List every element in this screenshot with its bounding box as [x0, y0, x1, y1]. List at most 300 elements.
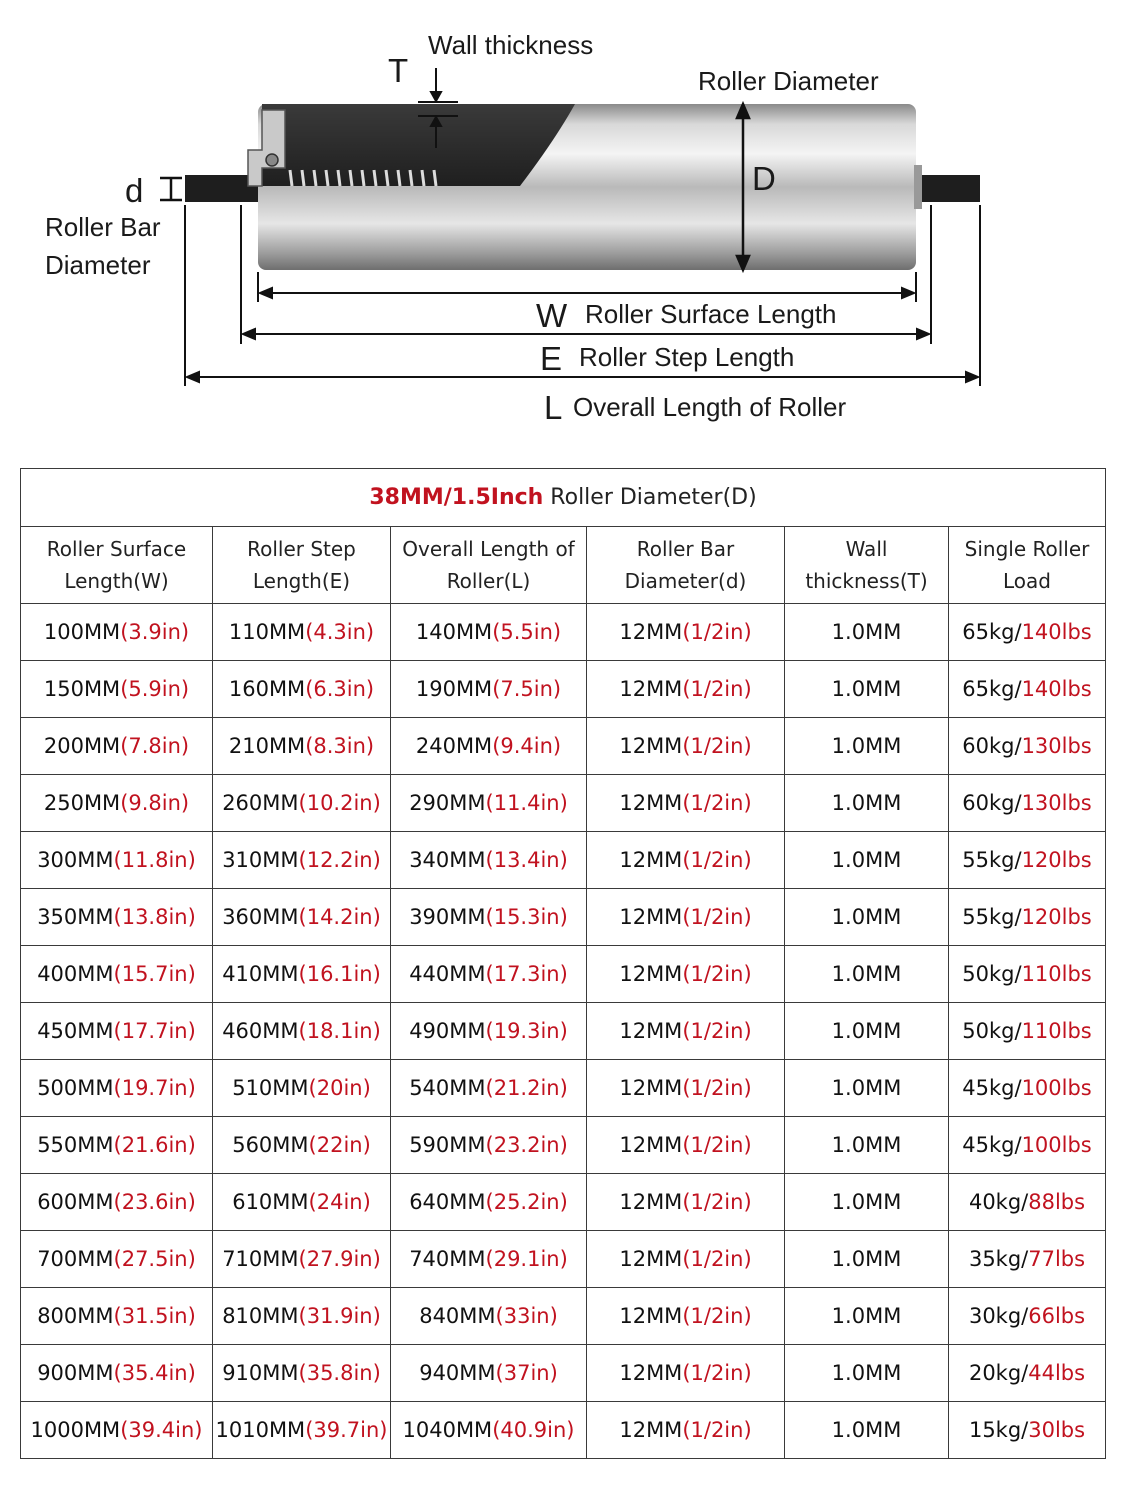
cell-imperial-value: (7.8in): [120, 734, 190, 758]
table-row: [21, 661, 1106, 718]
table-cell: [213, 604, 391, 661]
l-label: Overall Length of Roller: [573, 392, 847, 422]
cell-metric-value: 12MM: [619, 848, 683, 872]
cell-imperial-value: (8.3in): [305, 734, 375, 758]
cell-metric-value: 15kg/: [968, 1418, 1029, 1442]
cell-metric-value: 110MM: [228, 620, 306, 644]
cell-imperial-value: 44lbs: [1028, 1361, 1086, 1385]
cell-imperial-value: (1/2in): [682, 1247, 752, 1271]
cell-metric-value: 700MM: [37, 1247, 114, 1271]
table-cell: [391, 1288, 587, 1345]
table-row: [21, 889, 1106, 946]
cell-metric-value: 460MM: [222, 1019, 299, 1043]
table-cell: [785, 1288, 949, 1345]
cell-metric-value: 300MM: [37, 848, 114, 872]
cell-imperial-value: (3.9in): [120, 620, 190, 644]
table-cell: [21, 718, 213, 775]
cell-imperial-value: 120lbs: [1021, 848, 1092, 872]
cell-metric-value: 840MM: [419, 1304, 496, 1328]
cell-metric-value: 740MM: [409, 1247, 486, 1271]
column-header-line: Diameter(d): [624, 569, 747, 593]
column-header-line: Roller Step: [247, 537, 356, 561]
cell-imperial-value: (5.9in): [120, 677, 190, 701]
cell-imperial-value: (17.3in): [485, 962, 568, 986]
cell-metric-value: 240MM: [415, 734, 493, 758]
cell-metric-value: 1.0MM: [831, 734, 902, 758]
cell-metric-value: 65kg/: [962, 620, 1022, 644]
cell-imperial-value: (35.8in): [298, 1361, 381, 1385]
cell-imperial-value: (31.9in): [298, 1304, 381, 1328]
table-cell: [391, 1402, 587, 1459]
cell-metric-value: 590MM: [409, 1133, 486, 1157]
table-cell: [21, 1288, 213, 1345]
column-header: [213, 527, 391, 604]
cell-metric-value: 12MM: [619, 620, 683, 644]
cell-metric-value: 100MM: [43, 620, 121, 644]
table-row: [21, 1345, 1106, 1402]
cell-imperial-value: (10.2in): [298, 791, 381, 815]
cell-imperial-value: (1/2in): [682, 905, 752, 929]
table-cell: [587, 604, 785, 661]
roller-bar-label-line2: Diameter: [45, 250, 151, 280]
cell-imperial-value: (12.2in): [298, 848, 381, 872]
cell-imperial-value: 88lbs: [1028, 1190, 1086, 1214]
table-cell: [21, 1402, 213, 1459]
table-cell: [949, 1060, 1106, 1117]
table-cell: [785, 1060, 949, 1117]
table-cell: [391, 1003, 587, 1060]
table-cell: [785, 1117, 949, 1174]
table-cell: [587, 832, 785, 889]
cell-imperial-value: 140lbs: [1021, 620, 1092, 644]
table-cell: [391, 1117, 587, 1174]
table-cell: [587, 1117, 785, 1174]
table-row: [21, 1402, 1106, 1459]
wall-thickness-label: Wall thickness: [428, 30, 594, 60]
table-cell: [587, 1231, 785, 1288]
table-cell: [785, 718, 949, 775]
table-cell: [949, 889, 1106, 946]
table-cell: [21, 1345, 213, 1402]
cell-metric-value: 940MM: [419, 1361, 496, 1385]
table-cell: [785, 1174, 949, 1231]
cell-metric-value: 65kg/: [962, 677, 1022, 701]
cell-imperial-value: (27.5in): [113, 1247, 196, 1271]
spec-table: [20, 468, 1106, 1459]
column-header-line: Roller(L): [446, 569, 531, 593]
w-dimension: [258, 272, 916, 302]
small-d-letter: d: [125, 172, 144, 209]
cell-imperial-value: (9.4in): [492, 734, 562, 758]
cell-imperial-value: (35.4in): [113, 1361, 196, 1385]
cell-imperial-value: 77lbs: [1028, 1247, 1086, 1271]
table-title-diameter: 38MM/1.5Inch: [369, 485, 544, 510]
table-cell: [949, 832, 1106, 889]
table-cell: [587, 889, 785, 946]
cell-imperial-value: 110lbs: [1021, 1019, 1092, 1043]
cell-metric-value: 12MM: [619, 1304, 683, 1328]
cell-metric-value: 1.0MM: [831, 1019, 902, 1043]
cell-imperial-value: 30lbs: [1028, 1418, 1086, 1442]
cell-metric-value: 350MM: [37, 905, 114, 929]
table-cell: [213, 1231, 391, 1288]
cell-metric-value: 310MM: [222, 848, 299, 872]
table-cell: [949, 775, 1106, 832]
cell-imperial-value: (19.7in): [113, 1076, 196, 1100]
table-cell: [213, 718, 391, 775]
cell-imperial-value: (1/2in): [682, 1133, 752, 1157]
cell-metric-value: 1.0MM: [831, 791, 902, 815]
table-cell: [391, 832, 587, 889]
table-cell: [21, 661, 213, 718]
cell-metric-value: 160MM: [228, 677, 306, 701]
cell-metric-value: 560MM: [232, 1133, 309, 1157]
cell-metric-value: 12MM: [619, 1418, 683, 1442]
table-cell: [391, 661, 587, 718]
cell-imperial-value: (1/2in): [682, 620, 752, 644]
cell-imperial-value: (18.1in): [298, 1019, 381, 1043]
cell-metric-value: 1.0MM: [831, 905, 902, 929]
w-label: Roller Surface Length: [585, 299, 837, 329]
cell-imperial-value: (5.5in): [492, 620, 562, 644]
table-cell: [213, 832, 391, 889]
cell-imperial-value: (1/2in): [682, 791, 752, 815]
cell-metric-value: 12MM: [619, 1361, 683, 1385]
cell-metric-value: 1.0MM: [831, 677, 902, 701]
cell-metric-value: 1040MM: [402, 1418, 493, 1442]
table-cell: [949, 661, 1106, 718]
table-cell: [391, 718, 587, 775]
cell-imperial-value: 66lbs: [1028, 1304, 1086, 1328]
table-title-rest: Roller Diameter(D): [543, 485, 757, 510]
cell-metric-value: 490MM: [409, 1019, 486, 1043]
table-cell: [213, 1288, 391, 1345]
table-cell: [785, 1231, 949, 1288]
cell-imperial-value: (20in): [308, 1076, 371, 1100]
cell-metric-value: 290MM: [409, 791, 486, 815]
cell-metric-value: 260MM: [222, 791, 299, 815]
table-cell: [587, 1345, 785, 1402]
cell-metric-value: 510MM: [232, 1076, 309, 1100]
cell-metric-value: 910MM: [222, 1361, 299, 1385]
cell-imperial-value: 120lbs: [1021, 905, 1092, 929]
cell-metric-value: 550MM: [37, 1133, 114, 1157]
cell-metric-value: 710MM: [222, 1247, 299, 1271]
table-cell: [587, 1060, 785, 1117]
table-row: [21, 946, 1106, 1003]
cell-metric-value: 600MM: [37, 1190, 114, 1214]
table-cell: [391, 1174, 587, 1231]
table-cell: [785, 775, 949, 832]
table-cell: [785, 1402, 949, 1459]
table-row: [21, 1003, 1106, 1060]
cell-imperial-value: (21.2in): [485, 1076, 568, 1100]
cell-metric-value: 40kg/: [968, 1190, 1029, 1214]
table-row: [21, 1288, 1106, 1345]
cell-imperial-value: (14.2in): [298, 905, 381, 929]
cell-imperial-value: 140lbs: [1021, 677, 1092, 701]
cell-metric-value: 390MM: [409, 905, 486, 929]
table-cell: [949, 1174, 1106, 1231]
cell-metric-value: 400MM: [37, 962, 114, 986]
cell-metric-value: 610MM: [232, 1190, 309, 1214]
table-cell: [587, 661, 785, 718]
table-cell: [391, 1345, 587, 1402]
table-title: [21, 469, 1106, 527]
table-cell: [391, 775, 587, 832]
table-cell: [949, 1003, 1106, 1060]
cell-imperial-value: (25.2in): [485, 1190, 568, 1214]
table-cell: [949, 1231, 1106, 1288]
table-cell: [21, 775, 213, 832]
table-header-row: [21, 527, 1106, 604]
table-cell: [949, 1288, 1106, 1345]
cell-metric-value: 12MM: [619, 734, 683, 758]
cell-imperial-value: (1/2in): [682, 734, 752, 758]
cell-imperial-value: (39.7in): [305, 1418, 388, 1442]
table-row: [21, 1231, 1106, 1288]
column-header-line: Length(W): [64, 569, 169, 593]
cell-metric-value: 340MM: [409, 848, 486, 872]
table-cell: [587, 1288, 785, 1345]
e-label: Roller Step Length: [579, 342, 795, 372]
cell-imperial-value: (40.9in): [492, 1418, 575, 1442]
cell-imperial-value: (4.3in): [305, 620, 375, 644]
cell-metric-value: 800MM: [37, 1304, 114, 1328]
cell-metric-value: 12MM: [619, 677, 683, 701]
cell-metric-value: 1.0MM: [831, 1418, 902, 1442]
cell-imperial-value: (23.2in): [485, 1133, 568, 1157]
table-cell: [391, 946, 587, 1003]
table-cell: [21, 1174, 213, 1231]
cell-metric-value: 50kg/: [962, 1019, 1022, 1043]
cell-metric-value: 45kg/: [962, 1076, 1022, 1100]
cell-imperial-value: (1/2in): [682, 962, 752, 986]
bar-diameter-marker: [160, 178, 182, 200]
cell-imperial-value: (33in): [495, 1304, 558, 1328]
cell-metric-value: 1.0MM: [831, 1247, 902, 1271]
table-cell: [949, 1402, 1106, 1459]
column-header: [949, 527, 1106, 604]
cell-imperial-value: (29.1in): [485, 1247, 568, 1271]
table-row: [21, 1117, 1106, 1174]
table-cell: [213, 1060, 391, 1117]
table-cell: [785, 832, 949, 889]
cell-metric-value: 810MM: [222, 1304, 299, 1328]
cell-imperial-value: (15.7in): [113, 962, 196, 986]
table-cell: [21, 832, 213, 889]
column-header: [391, 527, 587, 604]
cell-imperial-value: (1/2in): [682, 1418, 752, 1442]
table-cell: [391, 1231, 587, 1288]
cell-metric-value: 55kg/: [962, 905, 1022, 929]
table-row: [21, 1060, 1106, 1117]
cell-metric-value: 12MM: [619, 1019, 683, 1043]
table-body: [21, 604, 1106, 1459]
table-cell: [21, 1003, 213, 1060]
cell-imperial-value: 130lbs: [1021, 791, 1092, 815]
cell-metric-value: 140MM: [415, 620, 493, 644]
cell-imperial-value: 100lbs: [1021, 1133, 1092, 1157]
table-row: [21, 775, 1106, 832]
table-cell: [949, 946, 1106, 1003]
cell-imperial-value: (17.7in): [113, 1019, 196, 1043]
column-header-line: Single Roller: [964, 537, 1090, 561]
cell-imperial-value: (1/2in): [682, 848, 752, 872]
table-cell: [949, 718, 1106, 775]
table-cell: [213, 946, 391, 1003]
cell-metric-value: 55kg/: [962, 848, 1022, 872]
table-cell: [785, 946, 949, 1003]
table-cell: [391, 604, 587, 661]
roller-illustration: [0, 0, 1125, 440]
table-cell: [587, 775, 785, 832]
cell-metric-value: 12MM: [619, 791, 683, 815]
table-cell: [785, 889, 949, 946]
cell-imperial-value: (21.6in): [113, 1133, 196, 1157]
cell-imperial-value: (1/2in): [682, 1019, 752, 1043]
cell-metric-value: 450MM: [37, 1019, 114, 1043]
table-cell: [21, 1117, 213, 1174]
table-cell: [213, 1174, 391, 1231]
table-cell: [587, 1174, 785, 1231]
cell-imperial-value: 110lbs: [1021, 962, 1092, 986]
roller-diameter-label: Roller Diameter: [698, 66, 879, 96]
table-cell: [213, 889, 391, 946]
table-cell: [587, 718, 785, 775]
cell-metric-value: 12MM: [619, 905, 683, 929]
cell-imperial-value: (1/2in): [682, 1361, 752, 1385]
table-cell: [391, 889, 587, 946]
table-cell: [949, 1117, 1106, 1174]
cell-metric-value: 250MM: [43, 791, 121, 815]
table-cell: [949, 1345, 1106, 1402]
cell-imperial-value: (22in): [308, 1133, 371, 1157]
table-cell: [21, 1060, 213, 1117]
table-row: [21, 832, 1106, 889]
column-header-line: Load: [1003, 569, 1051, 593]
cell-metric-value: 210MM: [228, 734, 306, 758]
table-cell: [785, 604, 949, 661]
column-header: [21, 527, 213, 604]
cell-metric-value: 50kg/: [962, 962, 1022, 986]
cell-metric-value: 360MM: [222, 905, 299, 929]
cell-imperial-value: (1/2in): [682, 1190, 752, 1214]
cell-metric-value: 640MM: [409, 1190, 486, 1214]
cell-imperial-value: (9.8in): [120, 791, 190, 815]
table-cell: [213, 661, 391, 718]
cell-metric-value: 500MM: [37, 1076, 114, 1100]
cell-metric-value: 190MM: [415, 677, 493, 701]
d-letter: D: [752, 160, 776, 197]
table-cell: [21, 604, 213, 661]
table-cell: [213, 1345, 391, 1402]
cell-metric-value: 200MM: [43, 734, 121, 758]
cell-metric-value: 1.0MM: [831, 1133, 902, 1157]
cell-imperial-value: (15.3in): [485, 905, 568, 929]
cell-metric-value: 900MM: [37, 1361, 114, 1385]
cell-metric-value: 12MM: [619, 1247, 683, 1271]
cell-imperial-value: (11.8in): [113, 848, 196, 872]
w-letter: W: [536, 297, 568, 334]
table-cell: [587, 946, 785, 1003]
table-cell: [391, 1060, 587, 1117]
cell-metric-value: 60kg/: [962, 791, 1022, 815]
table-cell: [213, 1003, 391, 1060]
cell-metric-value: 12MM: [619, 1190, 683, 1214]
cell-imperial-value: (13.4in): [485, 848, 568, 872]
table-cell: [785, 661, 949, 718]
column-header: [587, 527, 785, 604]
cell-metric-value: 35kg/: [968, 1247, 1029, 1271]
table-cell: [785, 1003, 949, 1060]
cell-imperial-value: (13.8in): [113, 905, 196, 929]
cell-imperial-value: (1/2in): [682, 1304, 752, 1328]
column-header: [785, 527, 949, 604]
cell-metric-value: 45kg/: [962, 1133, 1022, 1157]
cell-imperial-value: (19.3in): [485, 1019, 568, 1043]
cell-imperial-value: (23.6in): [113, 1190, 196, 1214]
cell-metric-value: 20kg/: [968, 1361, 1029, 1385]
cell-metric-value: 12MM: [619, 1133, 683, 1157]
table-cell: [949, 604, 1106, 661]
table-cell: [213, 1402, 391, 1459]
cell-imperial-value: (37in): [495, 1361, 558, 1385]
cell-metric-value: 1.0MM: [831, 620, 902, 644]
cell-metric-value: 540MM: [409, 1076, 486, 1100]
cell-imperial-value: 100lbs: [1021, 1076, 1092, 1100]
cell-metric-value: 1.0MM: [831, 1076, 902, 1100]
cell-metric-value: 150MM: [43, 677, 121, 701]
cell-metric-value: 30kg/: [968, 1304, 1029, 1328]
cell-metric-value: 1.0MM: [831, 1304, 902, 1328]
table-cell: [785, 1345, 949, 1402]
cell-metric-value: 1.0MM: [831, 1361, 902, 1385]
roller-diagram: [0, 0, 1125, 440]
cell-metric-value: 1000MM: [30, 1418, 121, 1442]
cell-metric-value: 1.0MM: [831, 962, 902, 986]
table-row: [21, 718, 1106, 775]
cell-imperial-value: (16.1in): [298, 962, 381, 986]
column-header-line: Roller Surface: [46, 537, 187, 561]
t-letter: T: [388, 52, 409, 89]
column-header-line: Length(E): [252, 569, 351, 593]
roller-bar-label-line1: Roller Bar: [45, 212, 161, 242]
cell-metric-value: 440MM: [409, 962, 486, 986]
table-cell: [21, 889, 213, 946]
cell-imperial-value: (11.4in): [485, 791, 568, 815]
table-cell: [213, 775, 391, 832]
column-header-line: Wall: [845, 537, 888, 561]
table-cell: [213, 1117, 391, 1174]
cell-imperial-value: (6.3in): [305, 677, 375, 701]
cell-metric-value: 410MM: [222, 962, 299, 986]
cell-metric-value: 1010MM: [215, 1418, 306, 1442]
table-row: [21, 604, 1106, 661]
cell-imperial-value: (1/2in): [682, 1076, 752, 1100]
cell-metric-value: 12MM: [619, 1076, 683, 1100]
cell-metric-value: 12MM: [619, 962, 683, 986]
table-cell: [587, 1402, 785, 1459]
cell-imperial-value: (27.9in): [298, 1247, 381, 1271]
cell-imperial-value: (1/2in): [682, 677, 752, 701]
e-letter: E: [540, 340, 563, 377]
column-header-line: thickness(T): [805, 569, 928, 593]
cell-metric-value: 60kg/: [962, 734, 1022, 758]
cell-imperial-value: (31.5in): [113, 1304, 196, 1328]
table-cell: [21, 946, 213, 1003]
cell-metric-value: 1.0MM: [831, 1190, 902, 1214]
